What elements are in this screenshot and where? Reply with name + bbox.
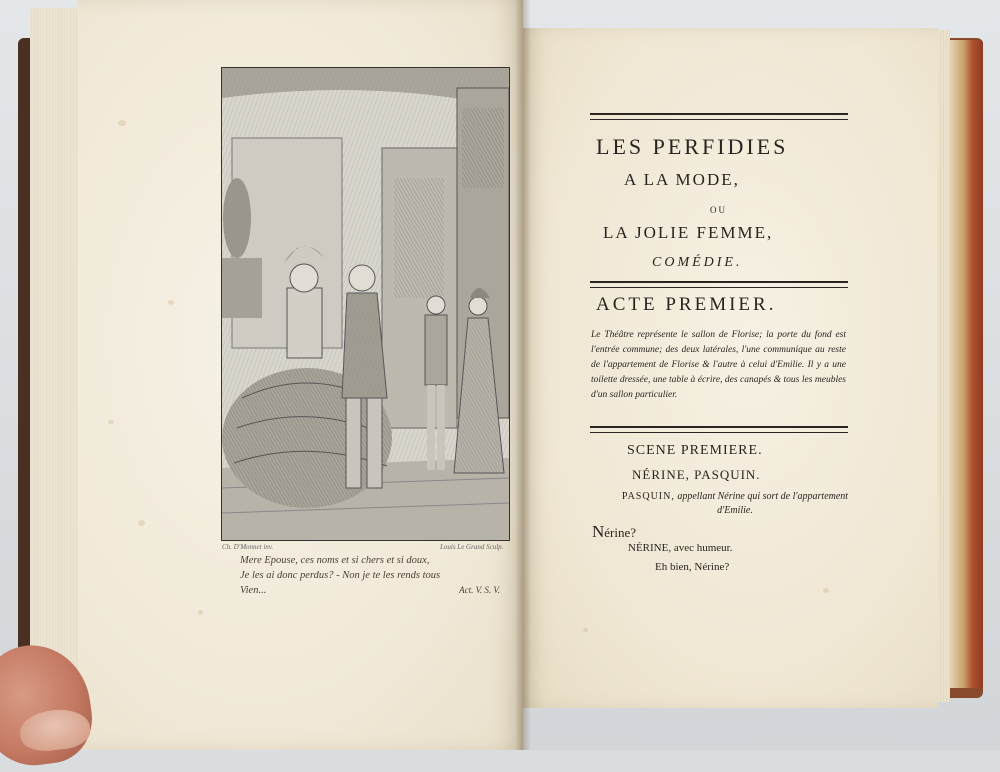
right-page-stack (936, 30, 950, 702)
act-heading: ACTE PREMIER. (596, 294, 777, 315)
engraving-credit-inventor: Ch. D'Monnet inv. (222, 543, 274, 551)
pasquin-name: PASQUIN, (621, 491, 675, 502)
title-line-2: A LA MODE, (624, 170, 740, 189)
pasquin-direction (620, 490, 850, 518)
dialogue-line-3: Eh bien, Nérine? (655, 561, 730, 573)
book-gutter (515, 0, 531, 750)
scene-rule (590, 426, 848, 433)
pasquin-direction-text: appellant Nérine qui sort de l'appartement d'Emilie. (677, 491, 849, 516)
caption-line-2: Je les ai donc perdus? - Non je te les rends tous (240, 570, 441, 581)
dialogue-initial: N (592, 522, 605, 541)
engraving-credit-engraver: Louis Le Grand Sculp. (440, 543, 504, 551)
dialogue-line-1-rest: érine? (604, 525, 637, 540)
stage-directions: Le Théâtre représente le sallon de Florise; la porte du fond est l'entrée commune; des deux latérales, l'une communique au reste de l'appartement de Florise & l'autre à celui d'Emilie. Il y a une toilette dressée, une table à écrire, des canapés & tous les meubles d'un sallon particulier. (591, 330, 846, 400)
mid-rule (590, 281, 848, 288)
dialogue-line-1 (592, 522, 636, 542)
scene-characters: NÉRINE, PASQUIN. (632, 467, 761, 482)
title-genre: COMÉDIE. (652, 255, 743, 270)
title-line-1: LES PERFIDIES (596, 134, 789, 159)
scene-heading: SCENE PREMIERE. (627, 443, 763, 458)
caption-line-1: Mere Epouse, ces noms et si chers et si doux, (240, 555, 430, 566)
top-rule (590, 113, 848, 120)
title-line-4: LA JOLIE FEMME, (603, 223, 774, 242)
dialogue-line-2: NÉRINE, avec humeur. (628, 542, 733, 554)
marbled-page-edge (948, 40, 983, 688)
frontispiece-engraving (221, 67, 510, 541)
caption-reference: Act. V. S. V. (459, 585, 500, 595)
caption-line-3: Vien... (240, 585, 267, 596)
title-ou: OU (710, 205, 727, 215)
engraving-caption (240, 553, 500, 598)
